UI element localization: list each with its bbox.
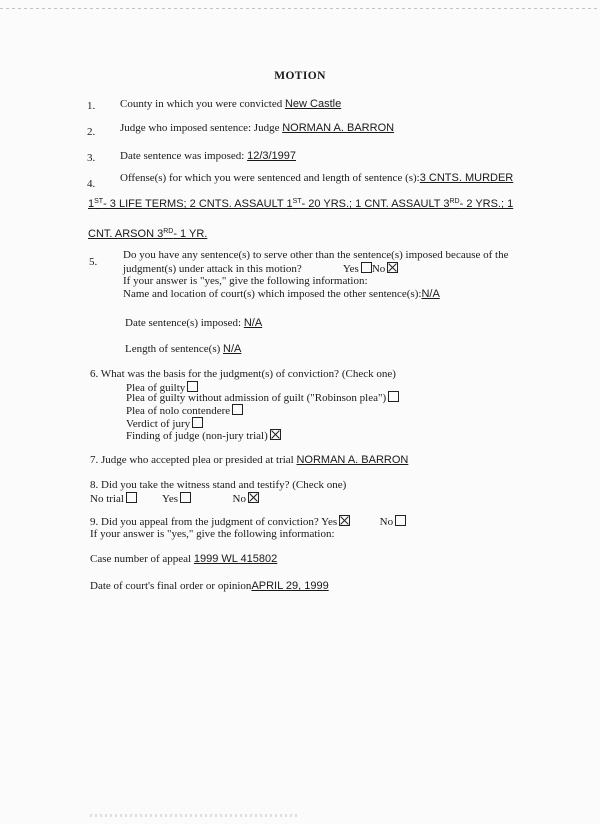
option-label: Verdict of jury: [126, 418, 191, 430]
question-5-line-4: [123, 288, 440, 301]
question-8-options: [90, 492, 259, 506]
ordinal-suffix: ST: [292, 198, 302, 205]
question-8-no-checkbox[interactable]: [248, 492, 259, 503]
item-number-4: 4.: [87, 178, 96, 190]
question-6: 6. What was the basis for the judgment(s) of conviction? (Check one): [90, 368, 396, 380]
question-5-court-label: Name and location of court(s) which imposed the other sentence(s):: [123, 288, 422, 300]
question-5-line-2: [123, 262, 398, 276]
question-5-court-answer: N/A: [421, 288, 440, 300]
ordinal-suffix: RD: [449, 198, 460, 205]
item-number-2: 2.: [87, 126, 96, 138]
question-5-length: [125, 343, 241, 356]
question-8-yes-checkbox[interactable]: [180, 492, 191, 503]
appeal-case-number: [90, 553, 277, 566]
question-8: 8. Did you take the witness stand and testify? (Check one): [90, 479, 347, 491]
question-9-label: 9. Did you appeal from the judgment of conviction? Yes: [90, 516, 338, 528]
answer-text: - 3 LIFE TERMS; 2 CNTS. ASSAULT 1: [103, 198, 293, 210]
question-9-yes-checkbox[interactable]: [339, 515, 350, 526]
nolo-contendere-checkbox[interactable]: [232, 404, 243, 415]
scan-artifact: [90, 814, 300, 817]
item-number-5: 5.: [89, 256, 98, 268]
question-5-yes-checkbox[interactable]: [361, 262, 372, 273]
appeal-date-answer: APRIL 29, 1999: [251, 580, 329, 592]
option-label: Plea of nolo contendere: [126, 405, 231, 417]
question-1-label: County in which you were convicted: [120, 98, 283, 110]
verdict-of-jury-checkbox[interactable]: [192, 417, 203, 428]
question-8-yes-label: Yes: [162, 493, 179, 505]
question-3-label: Date sentence was imposed:: [120, 150, 245, 162]
appeal-case-answer: 1999 WL 415802: [193, 553, 278, 565]
document-title: MOTION: [274, 70, 326, 82]
question-5-no-checkbox[interactable]: [387, 262, 398, 273]
option-label: Finding of judge (non-jury trial): [126, 430, 268, 442]
question-3: [120, 150, 296, 163]
finding-of-judge-checkbox[interactable]: [270, 429, 281, 440]
question-5-date-answer: N/A: [243, 317, 263, 329]
question-9: [90, 515, 406, 529]
robinson-plea-checkbox[interactable]: [388, 391, 399, 402]
appeal-case-label: Case number of appeal: [90, 553, 192, 565]
question-8-no-label: No: [232, 493, 246, 505]
question-1-answer: New Castle: [284, 98, 342, 110]
question-6-option: [126, 391, 399, 405]
question-7-label: 7. Judge who accepted plea or presided at trial: [90, 454, 294, 466]
question-7-answer: NORMAN A. BARRON: [296, 454, 409, 466]
question-9-no-checkbox[interactable]: [395, 515, 406, 526]
scan-edge: [0, 8, 600, 9]
ordinal-suffix: ST: [94, 198, 104, 205]
question-4-label: Offense(s) for which you were sentenced and length of sentence (s):: [120, 172, 420, 184]
question-4-answer-line-3: [88, 228, 207, 241]
appeal-final-order-date: [90, 580, 329, 593]
item-number-3: 3.: [87, 152, 96, 164]
question-5-prompt: judgment(s) under attack in this motion?: [123, 263, 302, 275]
question-6-option: [126, 404, 243, 418]
question-1: [120, 98, 341, 111]
question-5-yes-label: Yes: [342, 263, 359, 275]
ordinal-suffix: RD: [163, 228, 174, 235]
question-9-line-2: If your answer is "yes," give the following information:: [90, 528, 335, 540]
question-2: [120, 122, 394, 135]
option-label: Plea of guilty: [126, 382, 186, 394]
question-9-no-label: No: [379, 516, 394, 528]
answer-text: - 2 YRS.; 1: [459, 198, 514, 210]
question-5-line-1: Do you have any sentence(s) to serve other than the sentence(s) imposed because of the: [123, 249, 509, 261]
question-4: [120, 172, 513, 185]
question-5-length-label: Length of sentence(s): [125, 343, 221, 355]
question-7: [90, 454, 408, 467]
question-6-option: [126, 429, 281, 443]
question-5-date: [125, 317, 262, 330]
question-2-answer: NORMAN A. BARRON: [282, 122, 395, 134]
answer-text: 1: [88, 198, 95, 210]
answer-text: - 1 YR.: [173, 228, 208, 240]
question-5-no-label: No: [371, 263, 386, 275]
question-5-date-label: Date sentence(s) imposed:: [125, 317, 242, 329]
question-3-answer: 12/3/1997: [247, 150, 297, 162]
question-4-answer-line-2: [88, 198, 513, 211]
no-trial-label: No trial: [90, 493, 124, 505]
option-label: Plea of guilty without admission of guilt ("Robinson plea"): [126, 392, 387, 404]
answer-text: CNT. ARSON 3: [88, 228, 164, 240]
no-trial-checkbox[interactable]: [126, 492, 137, 503]
appeal-date-label: Date of court's final order or opinion: [90, 580, 252, 592]
question-4-answer: 3 CNTS. MURDER: [419, 172, 514, 184]
question-5-line-3: If your answer is "yes," give the following information:: [123, 275, 368, 287]
item-number-1: 1.: [87, 100, 96, 112]
question-5-length-answer: N/A: [223, 343, 242, 355]
question-2-label: Judge who imposed sentence: Judge: [120, 122, 280, 134]
answer-text: - 20 YRS.; 1 CNT. ASSAULT 3: [301, 198, 450, 210]
